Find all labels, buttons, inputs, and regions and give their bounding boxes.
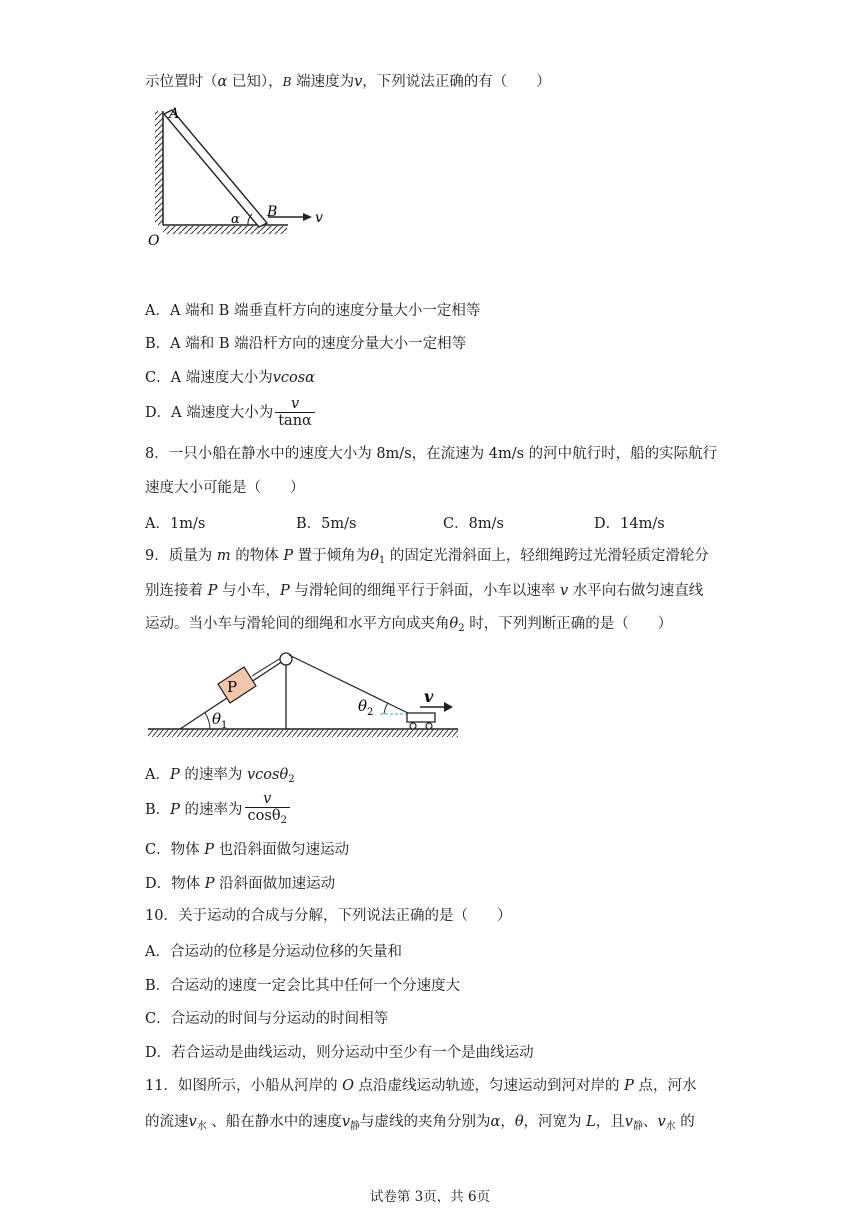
rope-to-cart [289, 655, 410, 714]
label-v: v [315, 210, 323, 226]
q8-option-d[interactable]: D．14m/s [594, 516, 665, 532]
label-theta1: $\theta_1$ [212, 710, 228, 731]
q10-stem: 10．关于运动的合成与分解，下列说法正确的是（ ） [145, 908, 512, 924]
q8-stem-line2: 速度大小可能是（ ） [145, 480, 305, 496]
q10-option-c[interactable]: C．合运动的时间与分运动的时间相等 [145, 1011, 389, 1027]
figure-sliding-rod [140, 105, 340, 255]
ground-hatching [148, 729, 458, 737]
q8-option-b[interactable]: B．5m/s [296, 516, 357, 532]
wall-hatching [155, 111, 163, 225]
q9-stem-line1: 9．质量为 m 的物体 P 置于倾角为$\theta_1$ 的固定光滑斜面上，轻细绳跨过光滑轻质定滑轮分 [145, 548, 709, 566]
q11-stem-line1: 11．如图所示，小船从河岸的 O 点沿虚线运动轨迹，匀速运动到河对岸的 P 点，河水 [145, 1078, 697, 1094]
label-O: O [148, 233, 160, 249]
label-P: P [227, 678, 238, 696]
q7-option-b[interactable]: B．A 端和 B 端沿杆方向的速度分量大小一定相等 [145, 336, 467, 352]
q10-option-d[interactable]: D．若合运动是曲线运动，则分运动中至少有一个是曲线运动 [145, 1045, 534, 1061]
q7-option-a[interactable]: A．A 端和 B 端垂直杆方向的速度分量大小一定相等 [145, 303, 481, 319]
label-A: A [169, 106, 180, 122]
q9-option-b[interactable]: B．P 的速率为 $\frac{v}{\cos\theta_2}$ [145, 791, 290, 829]
q7-option-c[interactable]: C．A 端速度大小为vcosα [145, 370, 315, 386]
q9-option-c[interactable]: C．物体 P 也沿斜面做匀速运动 [145, 842, 350, 858]
label-B: B [267, 204, 278, 220]
q10-option-a[interactable]: A．合运动的位移是分运动位移的矢量和 [145, 944, 402, 960]
cart-wheel-left [410, 723, 416, 729]
rope-to-block [252, 656, 284, 676]
q9-option-d[interactable]: D．物体 P 沿斜面做加速运动 [145, 876, 336, 892]
label-alpha: α [231, 212, 240, 227]
label-theta2: $\theta_2$ [358, 697, 374, 718]
q8-option-a[interactable]: A．1m/s [145, 516, 206, 532]
q10-option-b[interactable]: B．合运动的速度一定会比其中任何一个分速度大 [145, 978, 461, 994]
velocity-arrowhead [303, 213, 312, 221]
q9-stem-line3: 运动。当小车与滑轮间的细绳和水平方向成夹角$\theta_2$ 时，下列判断正确的是（ ） [145, 616, 673, 634]
theta1-arc [205, 713, 210, 729]
q8-stem-line1: 8．一只小船在静水中的速度大小为 8m/s，在流速为 4m/s 的河中航行时，船的实际航行 [145, 446, 718, 462]
fraction-v-over-tan: $\frac{v}{\tan\alpha}$ [275, 396, 315, 430]
cart-wheel-right [426, 723, 432, 729]
q7-option-d[interactable]: D．A 端速度大小为 $\frac{v}{\tan\alpha}$ [145, 396, 315, 430]
q9-stem-line2: 别连接着 P 与小车，P 与滑轮间的细绳平行于斜面，小车以速率 v 水平向右做匀速直线 [145, 583, 704, 599]
pulley [280, 653, 292, 665]
velocity-arrowhead [444, 702, 453, 712]
cart-body [407, 713, 435, 722]
fraction-v-over-cos: $\frac{v}{\cos\theta_2}$ [245, 791, 290, 829]
q9-option-a[interactable]: A．P 的速率为 vcosθ$_2$ [145, 767, 295, 785]
q8-option-c[interactable]: C．8m/s [443, 516, 504, 532]
rod [164, 110, 267, 227]
label-v: v [424, 687, 434, 706]
q11-stem-line2: 的流速$v_水$ 、船在静水中的速度$v_静$与虚线的夹角分别为α，θ，河宽为 L，且$v_静$、$v_水$ 的 [145, 1114, 695, 1132]
figure-incline-pulley-cart [148, 646, 463, 746]
page-footer: 试卷第 3页，共 6页 [369, 1189, 491, 1205]
ground-hatching [163, 226, 287, 234]
q7-stem-tail: 示位置时（α 已知），B 端速度为v，下列说法正确的有（ ） [145, 74, 551, 90]
theta2-arc [384, 703, 388, 714]
